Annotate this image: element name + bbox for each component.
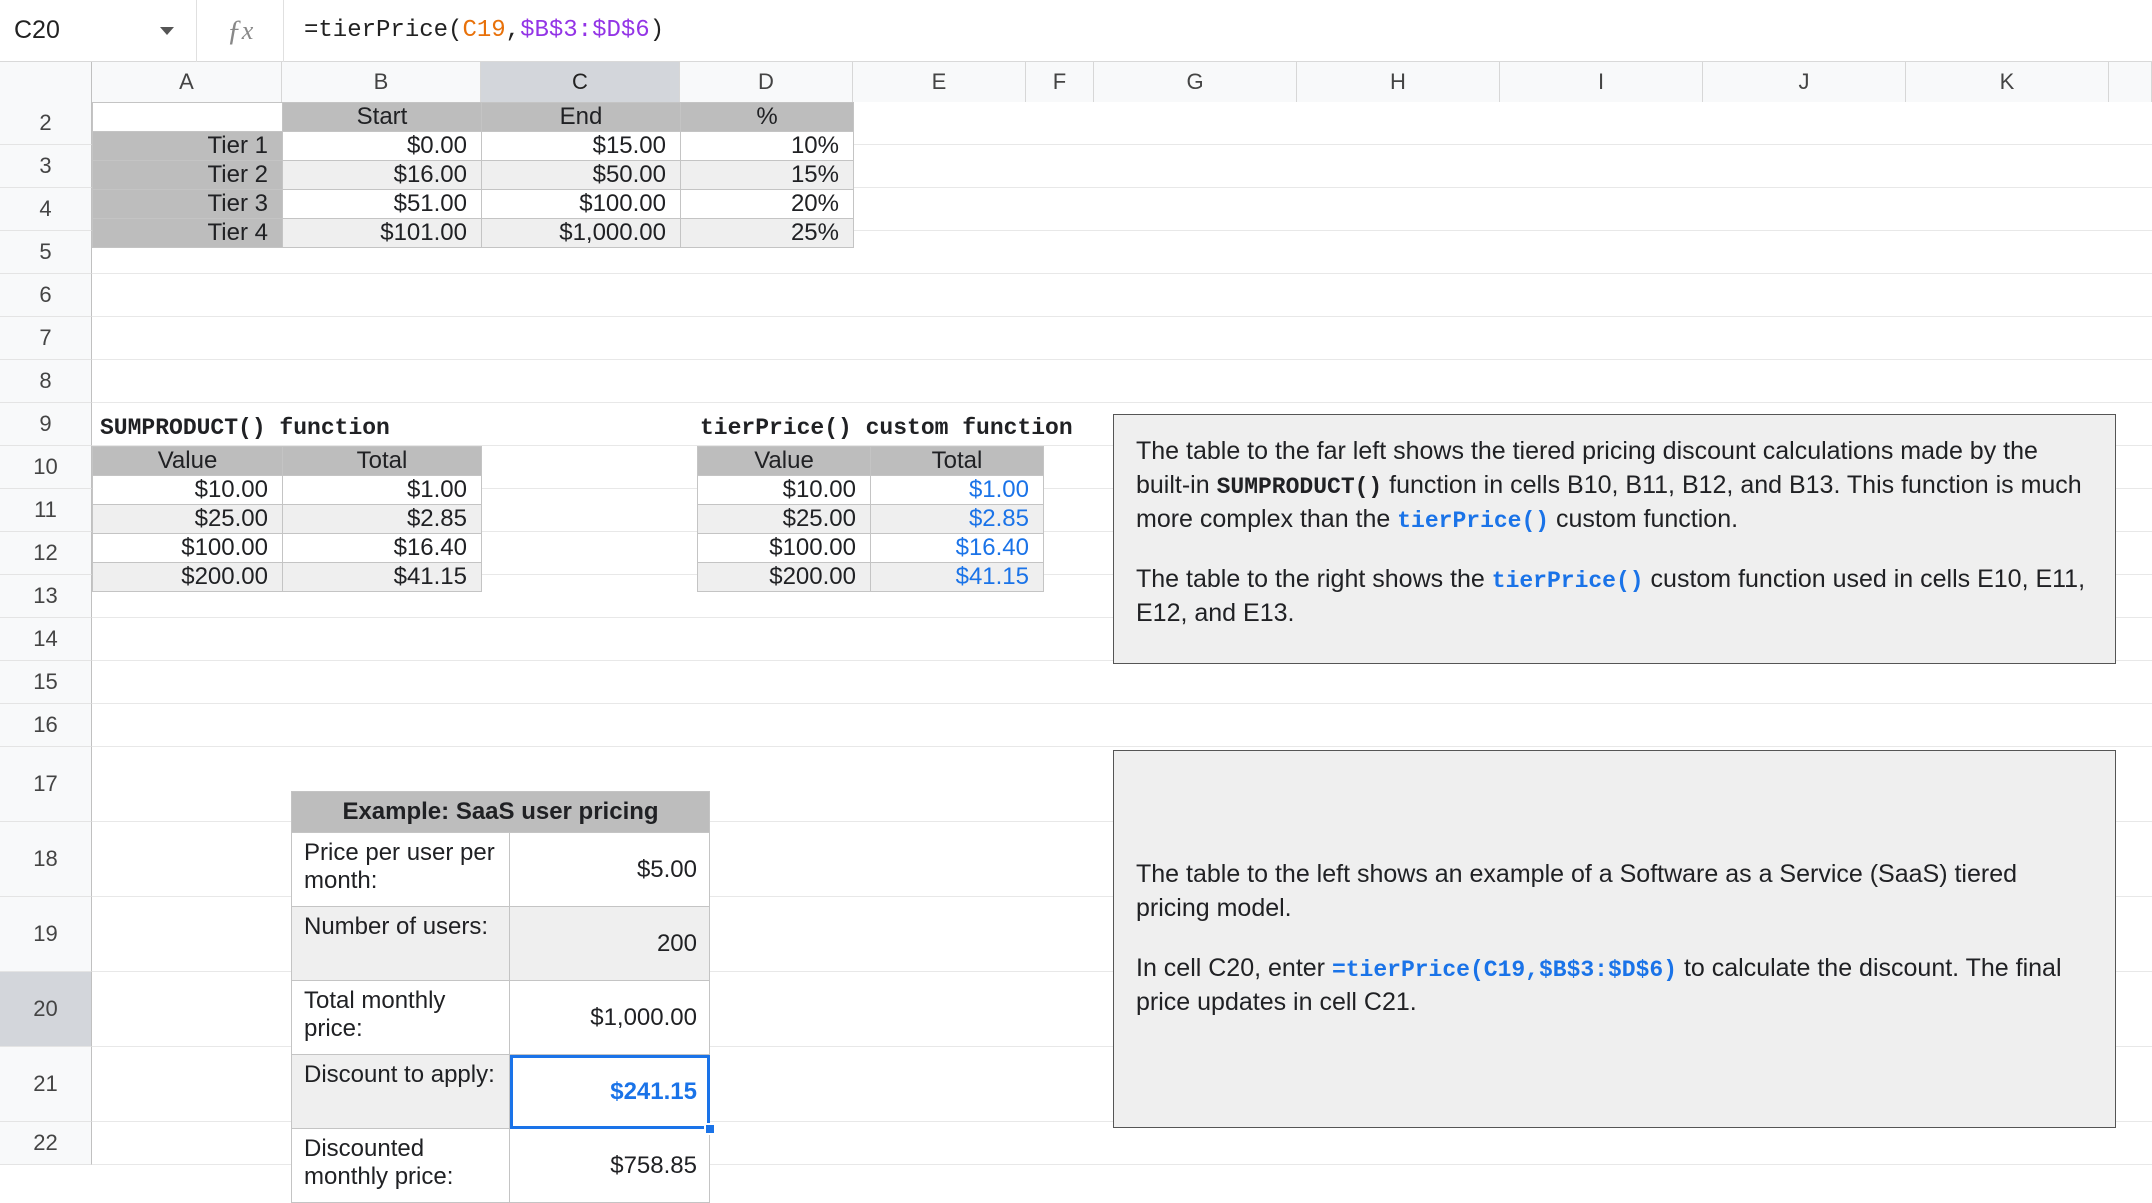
tier-label[interactable]: Tier 2 bbox=[93, 161, 283, 190]
table-row bbox=[292, 981, 710, 1055]
table-row bbox=[93, 534, 482, 563]
grid-row bbox=[0, 360, 2152, 403]
row-header-2[interactable]: 2 bbox=[0, 102, 92, 145]
tierprice-header-value[interactable]: Value bbox=[698, 447, 871, 476]
formula-prefix: =tierPrice( bbox=[304, 17, 463, 44]
note-text: function in cells B10, B11, B12, and B13. This function is much more complex than the bbox=[1136, 470, 2082, 533]
saas-label[interactable]: Total monthly price: bbox=[292, 981, 510, 1055]
tierprice-value[interactable]: $200.00 bbox=[698, 563, 871, 592]
tierprice-total[interactable]: $16.40 bbox=[871, 534, 1044, 563]
row-header-21[interactable]: 21 bbox=[0, 1047, 92, 1122]
note-text: The table to the right shows the bbox=[1136, 564, 1492, 593]
table-row bbox=[698, 447, 1044, 476]
saas-discount-value: $241.15 bbox=[610, 1077, 697, 1105]
note-box-bottom bbox=[1113, 750, 2116, 1128]
tier-start[interactable]: $51.00 bbox=[283, 190, 482, 219]
column-header-k[interactable]: K bbox=[1906, 62, 2109, 102]
table-row bbox=[698, 476, 1044, 505]
table-row bbox=[292, 907, 710, 981]
sumproduct-header-total[interactable]: Total bbox=[283, 447, 482, 476]
sumproduct-value[interactable]: $10.00 bbox=[93, 476, 283, 505]
row-header-3[interactable]: 3 bbox=[0, 145, 92, 188]
tier-label[interactable]: Tier 1 bbox=[93, 132, 283, 161]
sumproduct-table[interactable] bbox=[92, 446, 482, 592]
table-row bbox=[93, 190, 854, 219]
column-header-j[interactable]: J bbox=[1703, 62, 1906, 102]
row-header-5[interactable]: 5 bbox=[0, 231, 92, 274]
sumproduct-total[interactable]: $41.15 bbox=[283, 563, 482, 592]
saas-value[interactable]: $5.00 bbox=[510, 833, 710, 907]
sumproduct-header-value[interactable]: Value bbox=[93, 447, 283, 476]
tier-end[interactable]: $100.00 bbox=[482, 190, 681, 219]
column-header-d[interactable]: D bbox=[680, 62, 853, 102]
tier-label[interactable]: Tier 4 bbox=[93, 219, 283, 248]
row-header-12[interactable]: 12 bbox=[0, 532, 92, 575]
row-header-6[interactable]: 6 bbox=[0, 274, 92, 317]
sumproduct-value[interactable]: $200.00 bbox=[93, 563, 283, 592]
saas-value-selected[interactable] bbox=[510, 1055, 710, 1129]
select-all-corner[interactable] bbox=[0, 62, 92, 102]
tier-start[interactable]: $0.00 bbox=[283, 132, 482, 161]
note-text: The table to the far left shows the tiered pricing discount calculations made by the built-in bbox=[1136, 437, 2038, 499]
note-text: custom function used in cells E10, E11, E12, and E13. bbox=[1136, 564, 2086, 627]
column-header-h[interactable]: H bbox=[1297, 62, 1500, 102]
column-header-e[interactable]: E bbox=[853, 62, 1026, 102]
saas-value[interactable]: $1,000.00 bbox=[510, 981, 710, 1055]
name-box-value: C20 bbox=[14, 16, 60, 44]
sumproduct-total[interactable]: $16.40 bbox=[283, 534, 482, 563]
sumproduct-caption: SUMPRODUCT() function bbox=[100, 415, 390, 441]
row-body[interactable] bbox=[92, 704, 2152, 747]
tier-start[interactable]: $16.00 bbox=[283, 161, 482, 190]
row-body[interactable] bbox=[92, 274, 2152, 317]
table-row bbox=[292, 833, 710, 907]
spreadsheet-grid[interactable] bbox=[0, 62, 2152, 1190]
note-text: to calculate the discount. The final price updates in cell C21. bbox=[1136, 953, 2062, 1016]
tier-pct[interactable]: 25% bbox=[681, 219, 854, 248]
function-icon: ƒ x bbox=[226, 13, 254, 47]
note-top-paragraph-2 bbox=[1136, 563, 2093, 631]
note-code-sumproduct: SUMPRODUCT() bbox=[1216, 473, 1383, 500]
table-row bbox=[698, 505, 1044, 534]
grid-row bbox=[0, 704, 2152, 747]
note-code-tierprice: tierPrice() bbox=[1491, 567, 1644, 594]
row-header-7[interactable]: 7 bbox=[0, 317, 92, 360]
grid-row bbox=[0, 317, 2152, 360]
row-header-14[interactable]: 14 bbox=[0, 618, 92, 661]
tier-header-start[interactable]: Start bbox=[283, 103, 482, 132]
table-row bbox=[93, 447, 482, 476]
tierprice-total[interactable]: $2.85 bbox=[871, 505, 1044, 534]
tier-pct[interactable]: 15% bbox=[681, 161, 854, 190]
row-header-8[interactable]: 8 bbox=[0, 360, 92, 403]
tierprice-header-total[interactable]: Total bbox=[871, 447, 1044, 476]
tier-blank-cell[interactable] bbox=[93, 103, 283, 132]
table-row bbox=[292, 1129, 710, 1203]
name-box[interactable] bbox=[0, 0, 196, 62]
table-row bbox=[292, 1055, 710, 1129]
note-bottom-paragraph-1: The table to the left shows an example of a Software as a Service (SaaS) tiered pricing model. bbox=[1136, 860, 2018, 923]
note-code-formula: =tierPrice(C19,$B$3:$D$6) bbox=[1331, 956, 1677, 983]
table-row bbox=[93, 505, 482, 534]
row-header-10[interactable]: 10 bbox=[0, 446, 92, 489]
tier-pct[interactable]: 10% bbox=[681, 132, 854, 161]
row-header-9[interactable]: 9 bbox=[0, 403, 92, 446]
tier-header-end[interactable]: End bbox=[482, 103, 681, 132]
tierprice-value[interactable]: $100.00 bbox=[698, 534, 871, 563]
table-row bbox=[698, 563, 1044, 592]
tierprice-table[interactable] bbox=[697, 446, 1044, 592]
note-text: custom function. bbox=[1549, 504, 1739, 533]
table-row bbox=[93, 103, 854, 132]
column-header-c[interactable]: C bbox=[481, 62, 680, 102]
formula-bar bbox=[0, 0, 2152, 62]
table-row bbox=[698, 534, 1044, 563]
column-header-overflow[interactable] bbox=[2109, 62, 2152, 102]
column-header-g[interactable]: G bbox=[1094, 62, 1297, 102]
formula-input[interactable] bbox=[284, 0, 2152, 62]
tierprice-value[interactable]: $10.00 bbox=[698, 476, 871, 505]
note-code-tierprice: tierPrice() bbox=[1397, 507, 1550, 534]
formula-suffix: ) bbox=[649, 17, 665, 44]
saas-title[interactable]: Example: SaaS user pricing bbox=[292, 792, 710, 833]
column-header-i[interactable]: I bbox=[1500, 62, 1703, 102]
sumproduct-value[interactable]: $100.00 bbox=[93, 534, 283, 563]
column-header-a[interactable]: A bbox=[92, 62, 282, 102]
row-body[interactable] bbox=[92, 661, 2152, 704]
tierprice-total[interactable]: $41.15 bbox=[871, 563, 1044, 592]
saas-value[interactable]: 200 bbox=[510, 907, 710, 981]
saas-label[interactable]: Discounted monthly price: bbox=[292, 1129, 510, 1203]
note-text: In cell C20, enter bbox=[1136, 953, 1332, 982]
note-bottom-paragraph-2 bbox=[1136, 952, 2093, 1020]
sumproduct-value[interactable]: $25.00 bbox=[93, 505, 283, 534]
sumproduct-total[interactable]: $2.85 bbox=[283, 505, 482, 534]
tier-end[interactable]: $50.00 bbox=[482, 161, 681, 190]
tier-label[interactable]: Tier 3 bbox=[93, 190, 283, 219]
tier-end[interactable]: $15.00 bbox=[482, 132, 681, 161]
formula-arg-range: $B$3:$D$6 bbox=[520, 17, 650, 44]
table-row bbox=[292, 792, 710, 833]
formula-comma: , bbox=[505, 17, 521, 44]
row-header-19[interactable]: 19 bbox=[0, 897, 92, 972]
column-header-b[interactable]: B bbox=[282, 62, 481, 102]
row-body[interactable] bbox=[92, 317, 2152, 360]
tierprice-value[interactable]: $25.00 bbox=[698, 505, 871, 534]
row-header-16[interactable]: 16 bbox=[0, 704, 92, 747]
table-row bbox=[93, 132, 854, 161]
saas-label[interactable]: Discount to apply: bbox=[292, 1055, 510, 1129]
row-header-18[interactable]: 18 bbox=[0, 822, 92, 897]
chevron-down-icon[interactable] bbox=[160, 27, 174, 35]
saas-value[interactable]: $758.85 bbox=[510, 1129, 710, 1203]
grid-row bbox=[0, 661, 2152, 704]
note-box-top bbox=[1113, 414, 2116, 664]
formula-arg-cell: C19 bbox=[462, 17, 506, 44]
table-row bbox=[93, 219, 854, 248]
note-top-paragraph-1 bbox=[1136, 435, 2093, 537]
table-row bbox=[93, 476, 482, 505]
tier-pricing-table[interactable] bbox=[92, 102, 854, 248]
column-header-row bbox=[0, 62, 2152, 102]
row-header-4[interactable]: 4 bbox=[0, 188, 92, 231]
sumproduct-total[interactable]: $1.00 bbox=[283, 476, 482, 505]
column-header-f[interactable]: F bbox=[1026, 62, 1094, 102]
saas-label[interactable]: Number of users: bbox=[292, 907, 510, 981]
row-header-17[interactable]: 17 bbox=[0, 747, 92, 822]
tier-end[interactable]: $1,000.00 bbox=[482, 219, 681, 248]
tierprice-caption: tierPrice() custom function bbox=[700, 415, 1073, 441]
table-row bbox=[93, 563, 482, 592]
table-row bbox=[93, 161, 854, 190]
row-header-22[interactable]: 22 bbox=[0, 1122, 92, 1165]
tier-header-pct[interactable]: % bbox=[681, 103, 854, 132]
row-header-13[interactable]: 13 bbox=[0, 575, 92, 618]
selection-handle[interactable] bbox=[704, 1123, 716, 1135]
tier-pct[interactable]: 20% bbox=[681, 190, 854, 219]
row-header-15[interactable]: 15 bbox=[0, 661, 92, 704]
grid-row bbox=[0, 274, 2152, 317]
tierprice-total[interactable]: $1.00 bbox=[871, 476, 1044, 505]
tier-start[interactable]: $101.00 bbox=[283, 219, 482, 248]
row-header-20[interactable]: 20 bbox=[0, 972, 92, 1047]
saas-pricing-table[interactable] bbox=[291, 791, 710, 1203]
row-body[interactable] bbox=[92, 360, 2152, 403]
saas-label[interactable]: Price per user per month: bbox=[292, 833, 510, 907]
row-header-11[interactable]: 11 bbox=[0, 489, 92, 532]
